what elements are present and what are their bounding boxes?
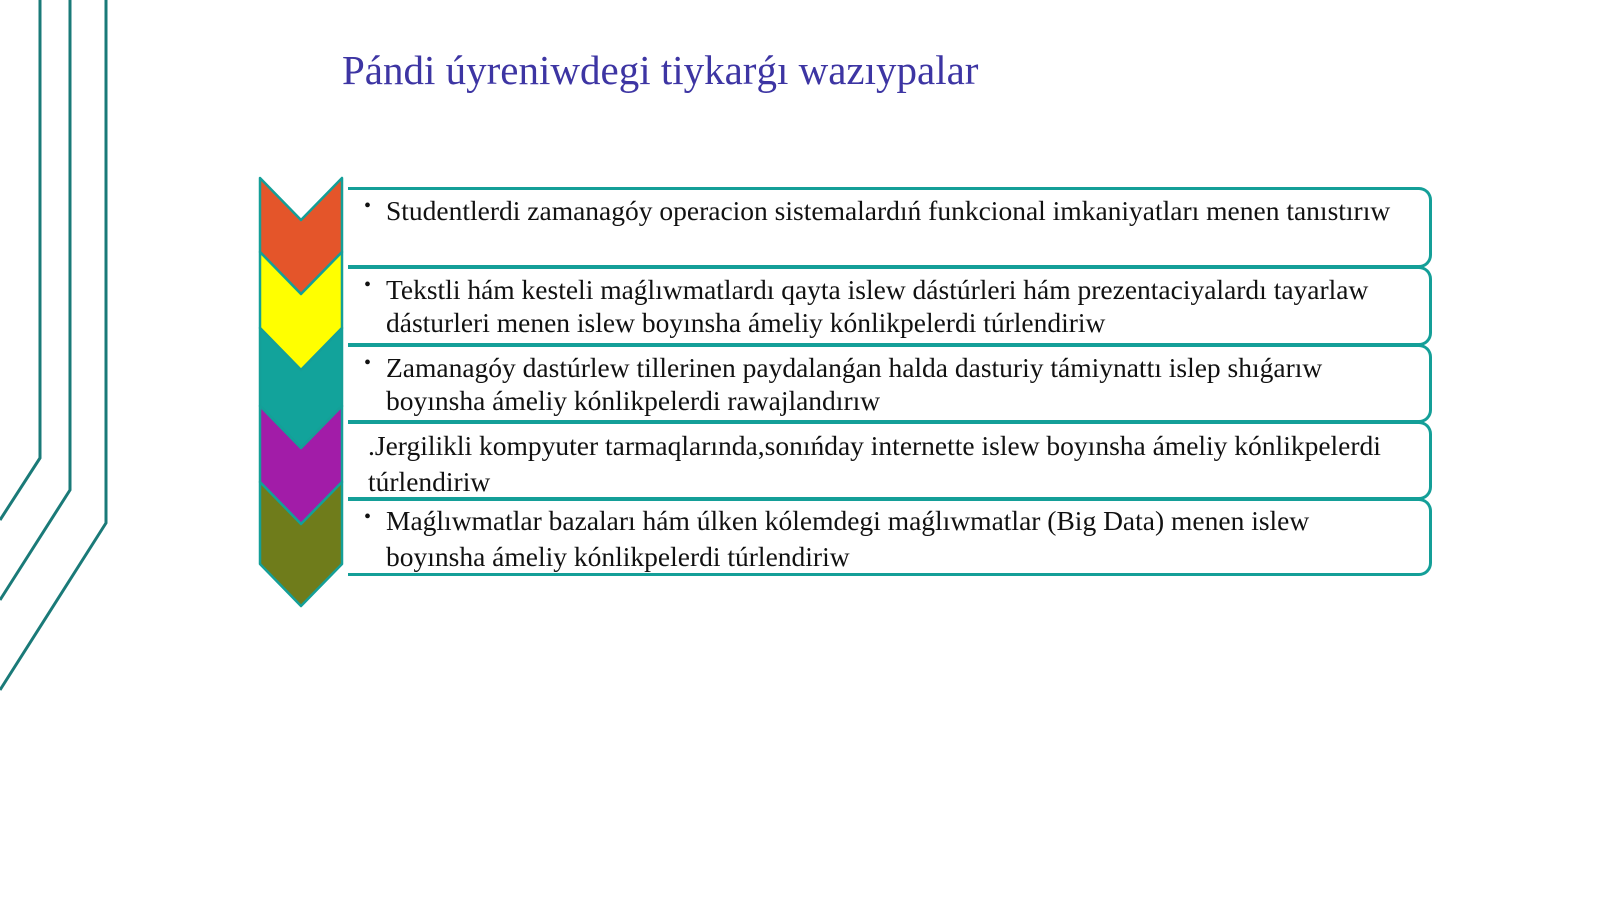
list-item <box>348 266 1432 346</box>
chevron-stack <box>258 176 354 621</box>
list-item-text: Maǵlıwmatlar bazaları hám úlken kólemdegi maǵlıwmatlar (Big Data) menen islew boyınsha ámeliy kónlikpelerdi túrlendiriw <box>386 505 1310 572</box>
list-item <box>348 187 1432 268</box>
list-item <box>348 344 1432 423</box>
list-item-text: .Jergilikli kompyuter tarmaqlarında,sonıńday internette islew boyınsha ámeliy kónlikpelerdi túrlendiriw <box>368 430 1381 497</box>
bullet: • <box>364 195 372 217</box>
list-item-text: Tekstli hám kesteli maǵlıwmatlardı qayta islew dástúrleri hám prezentaciyalardı tayarlaw dásturleri menen islew boyınsha ámeliy kónlikpelerdi túrlendiriw <box>386 274 1369 338</box>
deco-line-1 <box>0 0 40 520</box>
list-item-text: Zamanagóy dastúrlew tillerinen paydalanǵan halda dasturiy támiynattı islep shıǵarıw boyınsha ámeliy kónlikpelerdi rawajlandırıw <box>386 352 1323 416</box>
bullet: • <box>364 352 372 374</box>
deco-line-3 <box>0 0 106 690</box>
list-item <box>348 498 1432 576</box>
decorative-lines <box>0 0 120 700</box>
bullet: • <box>364 274 372 296</box>
list-item-text: Studentlerdi zamanagóy operacion sistemalardıń funkcional imkaniyatları menen tanıstırıw <box>386 195 1391 226</box>
deco-line-2 <box>0 0 70 600</box>
bullet: • <box>364 506 372 528</box>
slide-title: Pándi úyreniwdegi tiykarǵı wazıypalar <box>342 47 979 93</box>
list-item <box>348 421 1432 500</box>
